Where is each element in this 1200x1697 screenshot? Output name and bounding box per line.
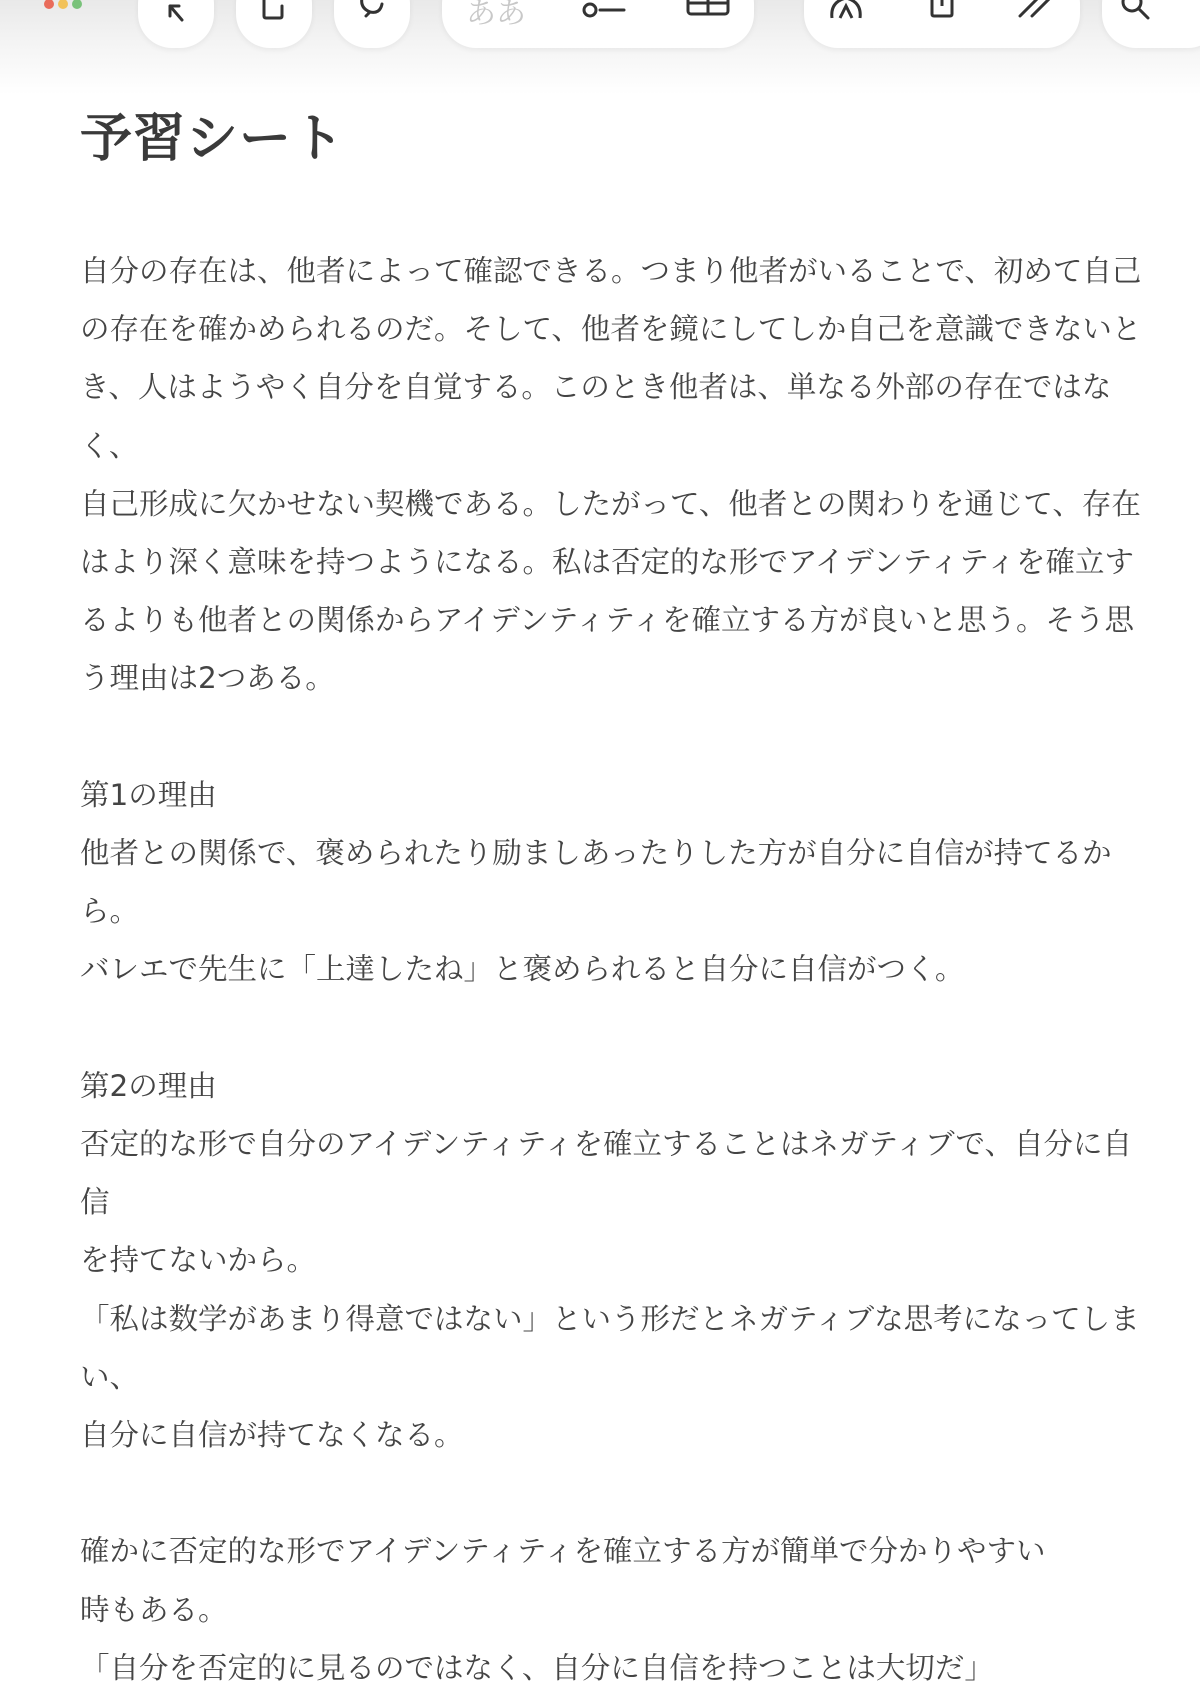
zoom-dot[interactable]	[72, 0, 82, 9]
share-icon[interactable]	[924, 0, 960, 22]
pen-icon[interactable]	[826, 0, 866, 24]
toggle-switch-icon[interactable]	[582, 0, 628, 20]
paragraph-conclusion: 確かに否定的な形でアイデンティティを確立する方が簡単で分かりやすい 時もある。 「自分を否定的に見るのではなく、自分に自信を持つことは大切だ」	[80, 1534, 1046, 1685]
close-dot[interactable]	[44, 0, 54, 9]
table-icon[interactable]	[684, 0, 732, 20]
edit-note-icon	[260, 0, 290, 22]
paragraph-intro: 自分の存在は、他者によって確認できる。つまり他者がいることで、初めて自己 の存在を確かめられるのだ。そして、他者を鏡にしてしか自己を意識できないと き、人はようやく自分を自覚する。このとき他者は、単なる外部の存在ではなく、 自己形成に欠かせない契機である。したがって、他者との関わりを通じて、存在 はより深く意味を持つようになる。私は否定的な形でアイデンティティを確立す るよりも他者との関係からアイデンティティを確立する方が良いと思う。そう思 う理由は2つある。	[80, 254, 1142, 696]
undo-icon	[356, 0, 388, 22]
page-title: 予習シート	[80, 109, 346, 169]
minimize-dot[interactable]	[58, 0, 68, 9]
search-button[interactable]	[1102, 0, 1200, 48]
highlighter-icon[interactable]	[1014, 0, 1062, 22]
cursor-arrow-icon	[164, 2, 188, 26]
window-controls	[44, 0, 104, 20]
text-format-button[interactable]: ああ	[466, 0, 526, 31]
search-icon	[1118, 0, 1158, 22]
document-body[interactable]	[80, 242, 1150, 1697]
paragraph-reason-1: 第1の理由 他者との関係で、褒められたり励ましあったりした方が自分に自信が持てるから。 バレエで先生に「上達したね」と褒められると自分に自信がつく。	[80, 777, 1112, 987]
paragraph-reason-2: 第2の理由 否定的な形で自分のアイデンティティを確立することはネガティブで、自分に自信 を持てないから。 「私は数学があまり得意ではない」という形だとネガティブな思考になってしまい、 自分に自信が持てなくなる。	[80, 1068, 1140, 1453]
format-toolbar	[442, 0, 754, 48]
markup-toolbar	[804, 0, 1080, 48]
